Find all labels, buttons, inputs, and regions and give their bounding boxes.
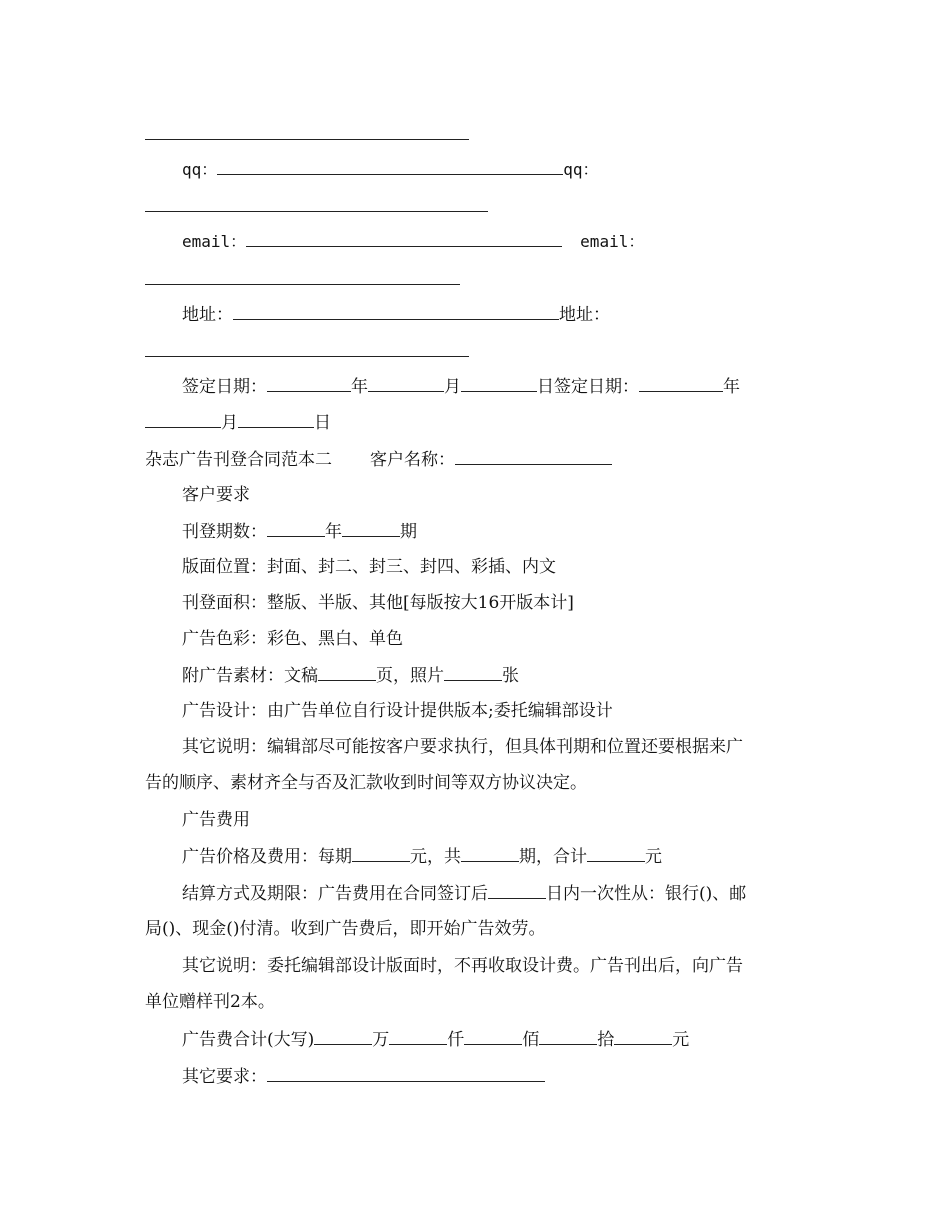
party-b-qq-label: qq：: [563, 160, 599, 179]
fee-wan-blank[interactable]: [314, 1028, 372, 1045]
client-name-label: 客户名称：: [370, 450, 455, 470]
materials-line: [182, 664, 519, 687]
party-b-address-label: 地址：: [559, 305, 610, 325]
sign-date-label: 签定日期：: [182, 377, 267, 397]
price-yuan-total-text: 元，共: [410, 847, 461, 867]
issue-text: 期: [400, 522, 417, 542]
price-line: [182, 845, 662, 868]
client-name-blank[interactable]: [455, 448, 612, 465]
party-a-address-label: 地址：: [182, 305, 233, 325]
party-b-day-blank[interactable]: [238, 411, 314, 428]
layout-position-line: 版面位置：封面、封二、封三、封四、彩插、内文: [182, 557, 556, 577]
fees-heading: 广告费用: [182, 810, 250, 830]
party-b-qq-blank[interactable]: [145, 211, 488, 212]
party-b-month-blank[interactable]: [145, 411, 221, 428]
color-line: 广告色彩：彩色、黑白、单色: [182, 629, 403, 649]
fees-other-line-1: 其它说明：委托编辑部设计版面时，不再收取设计费。广告刊出后，向广告: [182, 956, 743, 976]
price-issue-sum-text: 期，合计: [519, 847, 587, 867]
party-a-email-blank[interactable]: [246, 230, 562, 247]
area-line: 刊登面积：整版、半版、其他[每版按大16开版本计]: [182, 593, 574, 613]
address-line: [182, 303, 610, 326]
materials-label: 附广告素材：文稿: [182, 666, 318, 686]
year-text: 年: [325, 522, 342, 542]
party-b-email-blank[interactable]: [145, 284, 460, 285]
sign-day-blank[interactable]: [461, 375, 537, 392]
settlement-line-2: 局()、现金()付清。收到广告费后，即开始广告效劳。: [145, 919, 546, 939]
party-b-email-label: email：: [580, 232, 645, 251]
requirements-heading: 客户要求: [182, 485, 250, 505]
month-text: 月: [221, 413, 238, 433]
issues-line: [182, 520, 417, 543]
sign-date-line: [182, 375, 740, 398]
wan-text: 万: [372, 1030, 390, 1050]
email-line: [182, 230, 644, 253]
yuan-text: 元: [672, 1030, 690, 1050]
requirements-other-line-1: 其它说明：编辑部尽可能按客户要求执行，但具体刊期和位置还要根据来广: [182, 737, 743, 757]
price-per-issue-blank[interactable]: [352, 845, 410, 862]
fee-total-label: 广告费合计(大写): [182, 1030, 315, 1050]
day-sign-date-text: 日签定日期：: [537, 377, 639, 397]
materials-photos-text: 张: [502, 666, 519, 686]
fees-other-line-2: 单位赠样刊2本。: [145, 992, 275, 1012]
settlement-rest-text: 日内一次性从：银行()、邮: [546, 884, 747, 904]
other-requirements-label: 其它要求：: [182, 1067, 267, 1087]
party-a-qq-label: qq：: [182, 160, 218, 179]
fee-total-line: [182, 1028, 689, 1051]
qq-line: [182, 158, 599, 181]
fee-shi-blank[interactable]: [539, 1028, 597, 1045]
day-text: 日: [314, 413, 331, 433]
fee-yuan-blank[interactable]: [614, 1028, 672, 1045]
bai-text: 佰: [522, 1030, 540, 1050]
other-requirements-line: [182, 1065, 545, 1088]
issues-count-blank[interactable]: [342, 520, 400, 537]
party-a-qq-blank[interactable]: [217, 158, 563, 175]
issues-label: 刊登期数：: [182, 522, 267, 542]
settlement-label: 结算方式及期限：广告费用在合同签订后: [182, 884, 488, 904]
fee-qian-blank[interactable]: [389, 1028, 447, 1045]
price-yuan-text: 元: [645, 847, 662, 867]
year-text: 年: [723, 377, 740, 397]
sample-title-line: [145, 448, 612, 471]
materials-pages-text: 页，照片: [376, 666, 444, 686]
settlement-days-blank[interactable]: [488, 882, 546, 899]
party-b-address-blank[interactable]: [145, 356, 469, 357]
month-text: 月: [444, 377, 461, 397]
design-line: 广告设计：由广告单位自行设计提供版本;委托编辑部设计: [182, 701, 613, 721]
other-requirements-blank[interactable]: [267, 1065, 545, 1082]
price-total-blank[interactable]: [587, 845, 645, 862]
sign-date-line-2: [145, 411, 331, 434]
party-a-email-label: email：: [182, 232, 247, 251]
sign-year-blank[interactable]: [267, 375, 351, 392]
materials-photos-blank[interactable]: [444, 664, 502, 681]
fee-bai-blank[interactable]: [464, 1028, 522, 1045]
price-label: 广告价格及费用：每期: [182, 847, 352, 867]
materials-pages-blank[interactable]: [318, 664, 376, 681]
settlement-line-1: [182, 882, 746, 905]
year-text: 年: [351, 377, 368, 397]
price-issues-blank[interactable]: [461, 845, 519, 862]
sign-month-blank[interactable]: [368, 375, 444, 392]
document-title: 杂志广告刊登合同范本二: [145, 450, 332, 470]
party-b-year-blank[interactable]: [639, 375, 723, 392]
address-line-end: [145, 139, 469, 140]
qian-text: 仟: [447, 1030, 465, 1050]
issues-year-blank[interactable]: [267, 520, 325, 537]
party-a-address-blank[interactable]: [233, 303, 559, 320]
requirements-other-line-2: 告的顺序、素材齐全与否及汇款收到时间等双方协议决定。: [145, 773, 587, 793]
shi-text: 拾: [597, 1030, 615, 1050]
